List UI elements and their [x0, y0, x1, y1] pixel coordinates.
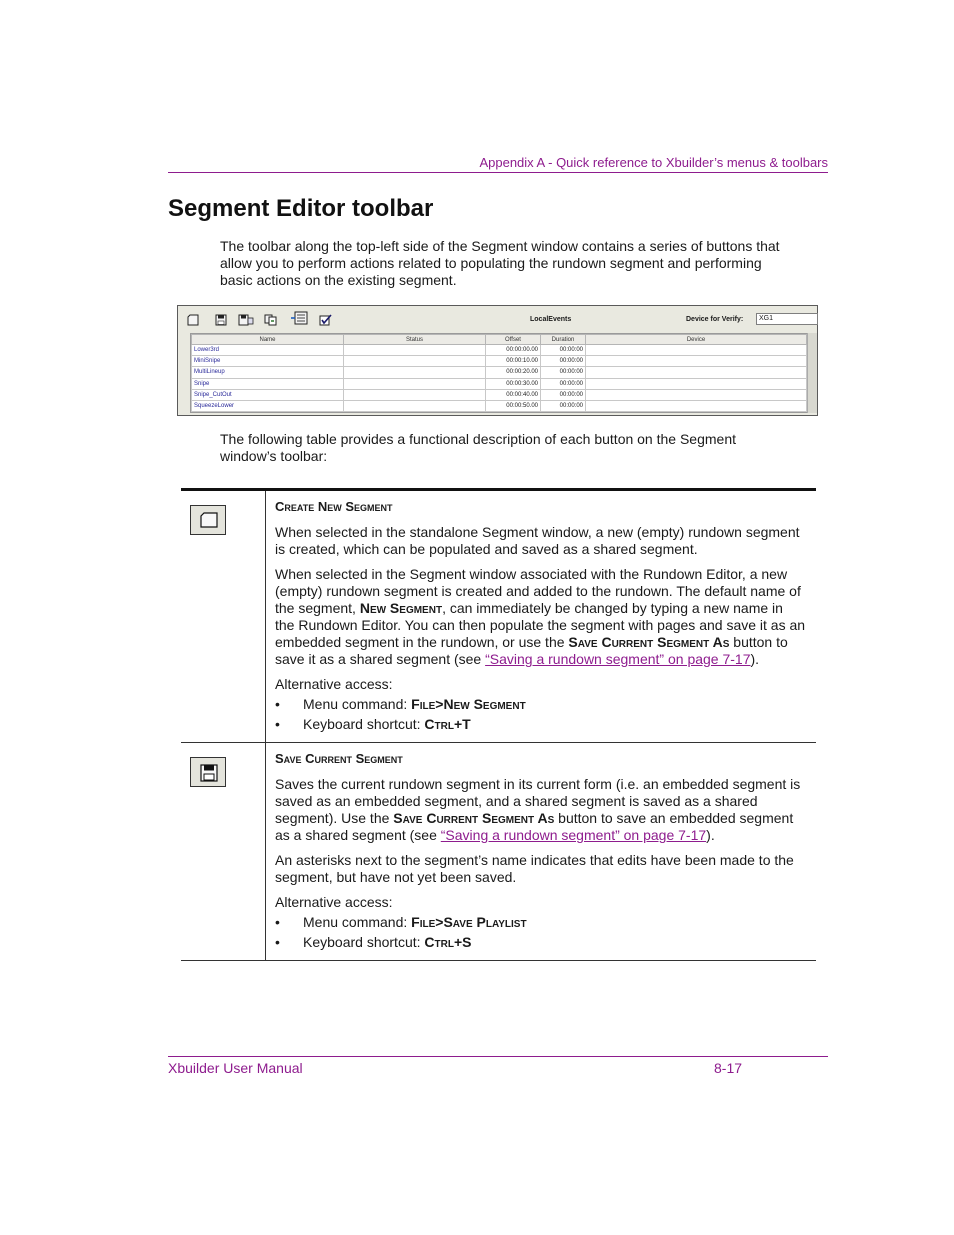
segment-row[interactable]: [192, 356, 807, 367]
menu-command-item: • Menu command: File>Save Playlist: [275, 914, 527, 930]
alternative-access-label: Alternative access:: [275, 894, 393, 910]
page-title: Segment Editor toolbar: [168, 195, 434, 222]
column-header-offset[interactable]: Offset: [486, 335, 541, 345]
segment-cell-offset: 00:00:20.00: [486, 367, 541, 378]
footer-rule: [168, 1056, 828, 1057]
segment-cell-duration: 00:00:00: [541, 367, 586, 378]
segment-cell-offset: 00:00:50.00: [486, 400, 541, 411]
device-verify-label: Device for Verify:: [686, 316, 744, 323]
segment-cell-device: [586, 345, 807, 356]
segment-cell-name: Snipe_CutOut: [192, 389, 344, 400]
device-verify-input[interactable]: XG1: [756, 313, 818, 325]
segment-cell-offset: 00:00:40.00: [486, 389, 541, 400]
segment-cell-status: [344, 400, 486, 411]
save-button-image: [190, 757, 226, 787]
segment-cell-device: [586, 356, 807, 367]
description-paragraph: When selected in the standalone Segment window, a new (empty) rundown segment is created, which can be populated and saved as a shared segment.: [275, 524, 800, 557]
function-icon-cell: [181, 491, 266, 742]
segment-row[interactable]: [192, 400, 807, 411]
segment-cell-duration: 00:00:00: [541, 378, 586, 389]
segment-row[interactable]: [192, 367, 807, 378]
description-paragraph: When selected in the Segment window associated with the Rundown Editor, a new (empty) rundown segment is created and added to the rundown. The default name of the segment, New Segment, can immediately be changed by typing a new name in the Rundown Editor. You can then populate the segment with pages and save it as an embedded segment in the rundown, or use the Save Current Segment As button to save it as a shared segment (see “Saving a rundown segment” on page 7-17).: [275, 566, 806, 667]
function-icon-cell: [181, 743, 266, 960]
segment-cell-offset: 00:00:00.00: [486, 345, 541, 356]
segment-row[interactable]: [192, 389, 807, 400]
page-number: 8-17: [714, 1060, 743, 1076]
header-rule: [168, 172, 828, 173]
running-head: Appendix A - Quick reference to Xbuilder’s menus & toolbars: [479, 155, 828, 170]
segment-table-header: [192, 335, 807, 345]
function-description-cell: [266, 743, 816, 960]
segment-row[interactable]: [192, 378, 807, 389]
description-paragraph: Saves the current rundown segment in its current form (i.e. an embedded segment is saved as an embedded segment, and a shared segment is saved as a shared segment). Use the Save Current Segment As button to save an embedded segment as a shared segment (see “Saving a rundown segment” on page 7-17).: [275, 776, 801, 843]
segment-cell-name: SqueezeLower: [192, 400, 344, 411]
alternative-access-label: Alternative access:: [275, 676, 393, 692]
footer-manual-title: Xbuilder User Manual: [168, 1060, 303, 1076]
segment-row[interactable]: [192, 345, 807, 356]
column-header-device[interactable]: Device: [586, 335, 807, 345]
segment-cell-status: [344, 389, 486, 400]
segment-cell-name: Lower3rd: [192, 345, 344, 356]
segment-cell-duration: 00:00:00: [541, 389, 586, 400]
segment-cell-name: MiniSnipe: [192, 356, 344, 367]
segment-window-screenshot: [177, 305, 818, 416]
segment-cell-device: [586, 367, 807, 378]
segment-cell-device: [586, 400, 807, 411]
intro-paragraph: The toolbar along the top-left side of the Segment window contains a series of buttons that allow you to perform actions related to populating the rundown segment and performing basic actions on the existing segment.: [220, 238, 780, 288]
verify-icon[interactable]: [319, 313, 333, 325]
segment-cell-offset: 00:00:10.00: [486, 356, 541, 367]
segment-table: [191, 334, 807, 412]
function-heading: Save Current Segment: [275, 751, 403, 766]
table-intro-paragraph: The following table provides a functional description of each button on the Segment window’s toolbar:: [220, 431, 736, 464]
column-header-name[interactable]: Name: [192, 335, 344, 345]
function-heading: Create New Segment: [275, 499, 393, 514]
segment-toolbar: [178, 306, 817, 332]
function-row-save-current-segment: [181, 743, 816, 961]
column-header-duration[interactable]: Duration: [541, 335, 586, 345]
keyboard-shortcut-item: • Keyboard shortcut: Ctrl+T: [275, 716, 471, 732]
save-as-icon[interactable]: [238, 313, 254, 325]
description-paragraph: An asterisks next to the segment’s name indicates that edits have been made to the segment, but have not yet been saved.: [275, 852, 794, 885]
cross-reference-link[interactable]: “Saving a rundown segment” on page 7-17: [485, 651, 751, 667]
segment-cell-duration: 00:00:00: [541, 400, 586, 411]
grid-scrollbar[interactable]: [807, 333, 817, 413]
segment-cell-offset: 00:00:30.00: [486, 378, 541, 389]
segment-cell-status: [344, 378, 486, 389]
new-segment-icon: [200, 512, 218, 528]
segment-cell-status: [344, 367, 486, 378]
segment-grid: [190, 333, 808, 413]
menu-command-item: • Menu command: File>New Segment: [275, 696, 526, 712]
segment-cell-device: [586, 389, 807, 400]
save-icon[interactable]: [215, 313, 227, 325]
function-row-create-new-segment: [181, 491, 816, 743]
segment-cell-status: [344, 345, 486, 356]
segment-cell-duration: 00:00:00: [541, 345, 586, 356]
new-segment-button-image: [190, 505, 226, 535]
segment-cell-device: [586, 378, 807, 389]
function-description-cell: [266, 491, 816, 742]
save-icon: [200, 764, 218, 782]
segment-table-body: [192, 345, 807, 412]
segment-cell-status: [344, 356, 486, 367]
segment-name-label: LocalEvents: [530, 316, 572, 323]
keyboard-shortcut-item: • Keyboard shortcut: Ctrl+S: [275, 934, 472, 950]
cross-reference-link[interactable]: “Saving a rundown segment” on page 7-17: [440, 827, 707, 843]
insert-icon[interactable]: [290, 311, 308, 325]
segment-cell-name: MultiLineup: [192, 367, 344, 378]
segment-cell-duration: 00:00:00: [541, 356, 586, 367]
column-header-status[interactable]: Status: [344, 335, 486, 345]
copy-icon[interactable]: [264, 313, 278, 325]
new-segment-icon[interactable]: [187, 313, 199, 325]
function-table: [181, 488, 816, 961]
segment-cell-name: Snipe: [192, 378, 344, 389]
